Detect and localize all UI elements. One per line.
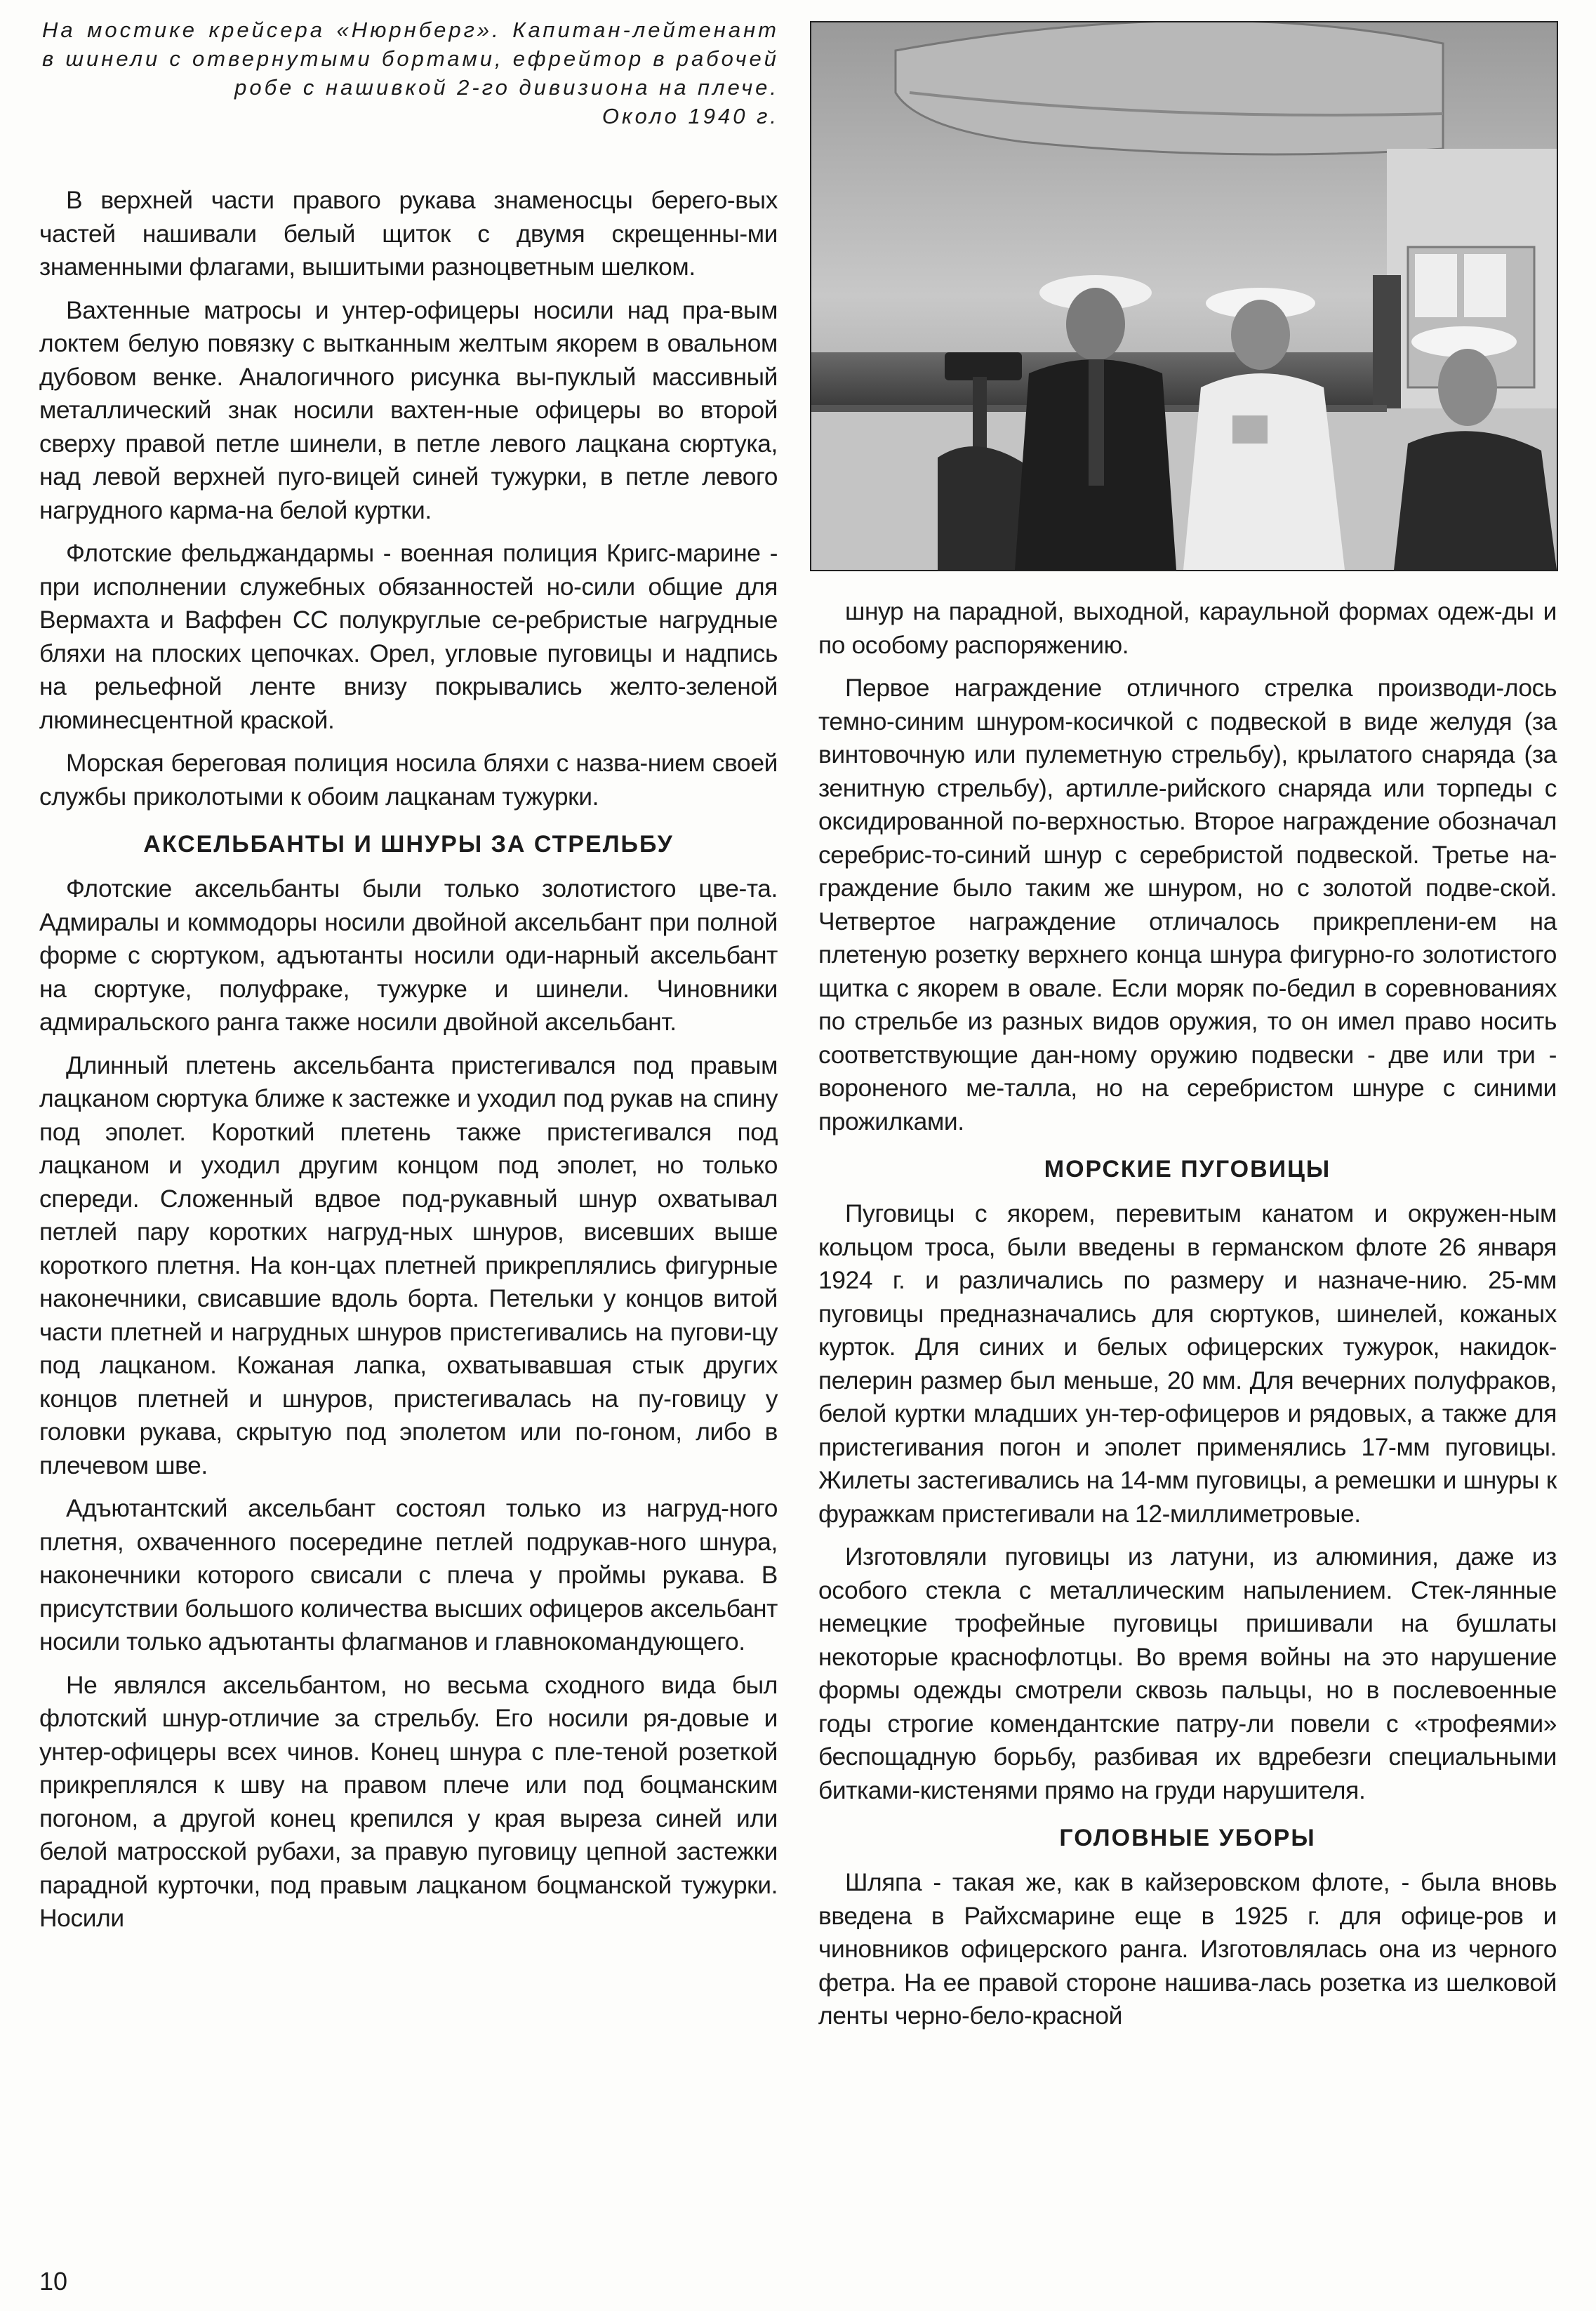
left-paragraph-4: Морская береговая полиция носила бляхи с назва-нием своей службы приколотыми к обоим лацканам тужурки. bbox=[39, 749, 778, 811]
section-heading-aiguillettes: АКСЕЛЬБАНТЫ И ШНУРЫ ЗА СТРЕЛЬБУ bbox=[143, 831, 674, 858]
section-heading-buttons: МОРСКИЕ ПУГОВИЦЫ bbox=[1044, 1156, 1331, 1183]
photo-caption bbox=[42, 15, 779, 131]
caption-line-2: в шинели с отвернутыми бортами, ефрейтор в рабочей bbox=[42, 46, 779, 71]
left-column bbox=[39, 184, 778, 1945]
photo-bridge-crew-icon bbox=[810, 21, 1558, 571]
right-column bbox=[818, 595, 1557, 2043]
left-paragraph-2: Вахтенные матросы и унтер-офицеры носили над пра-вым локтем белую повязку с вытканным желтым якорем в овальном дубовом венке. Аналогичного рисунка вы-пуклый массивный металлический знак носили вахтен-ные офицеры во второй сверху правой петле шинели, в петле левого лацкана сюртука, над левой верхней пуго-вицей синей тужурки, в петле левого нагрудного карма-на белой куртки. bbox=[39, 295, 778, 524]
left-paragraph-3: Флотские фельджандармы - военная полиция Кригс-марине - при исполнении служебных обязанностей но-сили общие для Вермахта и Ваффен СС полукруглые се-ребристые нагрудные бляхи на плоских цепочках. Орел, угловые пуговицы и надпись на рельефной ленте внизу покрывались желто-зеленой люминесцентной краской. bbox=[39, 539, 778, 734]
left-paragraph-6: Длинный плетень аксельбанта пристегивался под правым лацканом сюртука ближе к застежке и уходил под рукав на спину под эполет. Короткий плетень также пристегивался под лацканом и уходил другим концом под эполет, но только спереди. Сложенный вдвое под-рукавный шнур охватывал петлей пару коротких нагруд-ных шнуров, висевших выше короткого плетня. На кон-цах плетней прикреплялись фигурные наконечники, свисавшие вдоль борта. Петельки у концов витой части плетней и нагрудных шнуров пристегивались на пугови-цу под лацканом. Кожаная лапка, охватывавшая стык других концов плетней и шнуров, пристегивалась на пу-говицу у головки рукава, скрытую под эполетом или по-гоном, либо в плечевом шве. bbox=[39, 1051, 778, 1479]
caption-line-3: робе с нашивкой 2-го дивизиона на плече. bbox=[234, 75, 779, 100]
caption-line-4: Около 1940 г. bbox=[601, 104, 779, 128]
right-paragraph-1: шнур на парадной, выходной, караульной формах одеж-ды и по особому распоряжению. bbox=[818, 597, 1557, 659]
caption-line-1: На мостике крейсера «Нюрнберг». Капитан-лейтенант bbox=[42, 18, 779, 42]
section-heading-headwear: ГОЛОВНЫЕ УБОРЫ bbox=[1059, 1825, 1316, 1851]
right-paragraph-3: Пуговицы с якорем, перевитым канатом и окружен-ным кольцом троса, были введены в германском флоте 26 января 1924 г. и различались по размеру и назначе-нию. 25-мм пуговицы предназначались для сюртуков, шинелей, кожаных курток. Для синих и белых офицерских тужурок, накидок-пелерин размер был меньше, 20 мм. Для вечерних полуфраков, белой куртки младших ун-тер-офицеров и рядовых, а также для пристегивания погон и эполет применялись 17-мм пуговицы. Жилеты застегивались на 14-мм пуговицы, а ремешки и шнуры к фуражкам пристегивали на 12-миллиметровые. bbox=[818, 1199, 1557, 1528]
left-paragraph-8: Не являлся аксельбантом, но весьма сходного вида был флотский шнур-отличие за стрельбу. Его носили ря-довые и унтер-офицеры всех чинов. Конец шнура с пле-теной розеткой прикреплялся к шву на правом плече или под боцманским погоном, а другой конец крепился у края выреза синей или белой матросской рубахи, за правую пуговицу цепной застежки парадной курточки, под правым лацканом боцманской тужурки. Носили bbox=[39, 1670, 778, 1932]
left-paragraph-7: Адъютантский аксельбант состоял только из нагруд-ного плетня, охваченного посередине петлей подрукав-ного шнура, наконечники которого свисали с плеча у проймы рукава. В присутствии большого количества высших офицеров аксельбант носили только адъютанты флагманов и главнокомандующего. bbox=[39, 1494, 778, 1656]
right-paragraph-5: Шляпа - такая же, как в кайзеровском флоте, - была вновь введена в Райхсмарине еще в 1925 г. для офице-ров и чиновников офицерского ранга. Изготовлялась она из черного фетра. На ее правой стороне нашива-лась розетка из шелковой ленты черно-бело-красной bbox=[818, 1868, 1557, 2030]
right-paragraph-2: Первое награждение отличного стрелка производи-лось темно-синим шнуром-косичкой с подвеской в виде желудя (за винтовочную или пулеметную стрельбу), крылатого снаряда (за зенитную стрельбу), артилле-рийского снаряда или торпеды с оксидированной по-верхностью. Второе награждение обозначал серебрис-то-синий шнур с серебристой подвеской. Третье на-граждение было таким же шнуром, но с золотой подве-ской. Четвертое награждение отличалось прикреплени-ем на плетеную розетку верхнего конца шнура фигурно-го золотистого щитка с якорем в овале. Если моряк по-бедил в соревнованиях по стрельбе из разных видов оружия, то он имел право носить соответствующие дан-ному оружию подвески - две или три - вороненого ме-талла, но на серебристом шнуре с синими прожилками. bbox=[818, 674, 1557, 1135]
left-paragraph-5: Флотские аксельбанты были только золотистого цве-та. Адмиралы и коммодоры носили двойной аксельбант при полной форме с сюртуком, адъютанты носили оди-нарный аксельбант на сюртуке, полуфраке, тужурке и шинели. Чиновники адмиральского ранга также носили двойной аксельбант. bbox=[39, 874, 778, 1036]
left-paragraph-1: В верхней части правого рукава знаменосцы берего-вых частей нашивали белый щиток с двумя скрещенны-ми знаменными флагами, вышитыми разноцветным шелком. bbox=[39, 186, 778, 281]
right-paragraph-4: Изготовляли пуговицы из латуни, из алюминия, даже из особого стекла с металлическим напылением. Стек-лянные немецкие трофейные пуговицы пришивали на бушлаты некоторые краснофлотцы. Во время войны на это нарушение формы одежды смотрели сквозь пальцы, но в послевоенные годы строгие комендантские патру-ли повели с «трофеями» беспощадную борьбу, разбивая их вдребезги специальными битками-кистенями прямо на груди нарушителя. bbox=[818, 1543, 1557, 1804]
page-number: 10 bbox=[39, 2267, 68, 2296]
